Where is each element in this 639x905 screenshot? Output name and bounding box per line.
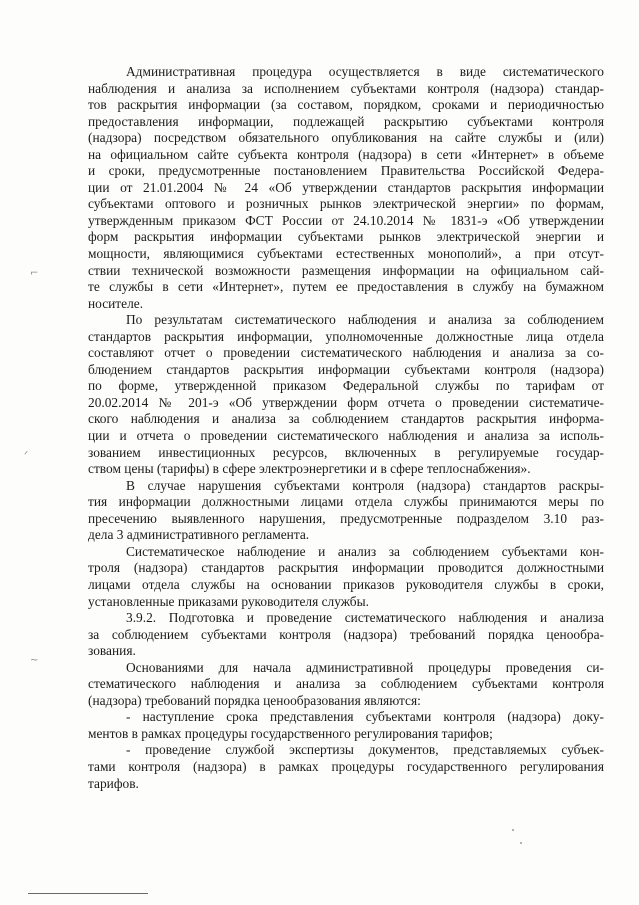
text-line: - наступление срока представления субъектами контроля (надзора) доку-: [126, 709, 604, 725]
text-line: установленные приказами руководителя службы.: [88, 593, 369, 609]
speck: [520, 842, 522, 844]
text-line: тами контроля (надзора) в рамках процедуры государственного регулирования: [88, 758, 604, 774]
paragraph: [88, 660, 604, 710]
text-line: форм раскрытия информации субъектами рынков электрической энергии и: [88, 229, 604, 245]
paragraph: [88, 312, 604, 477]
text-line: носителе.: [88, 295, 144, 311]
text-line: зования.: [88, 643, 136, 659]
text-line: наблюдения и анализа за исполнением субъектами контроля (надзора) стандар-: [88, 80, 604, 96]
text-line: ции и отчета о проведении систематического наблюдения и анализа за исполь-: [88, 428, 604, 444]
text-line: троля (надзора) стандартов раскрытия информации проводится должностными: [88, 560, 604, 576]
text-line: Административная процедура осуществляется в виде систематического: [126, 64, 604, 79]
paragraph: [88, 709, 604, 742]
text-line: на официальном сайте субъекта контроля (надзора) в сети «Интернет» в объеме: [88, 146, 604, 162]
text-line: Систематическое наблюдение и анализ за соблюдением субъектами кон-: [126, 543, 604, 559]
text-line: (надзора) требований порядка ценообразования являются:: [88, 692, 421, 708]
text-line: (надзора) посредством обязательного опубликования на сайте службы и (или): [88, 130, 604, 146]
text-line: стандартов раскрытия информации, уполномоченные должностные лица отдела: [88, 328, 604, 344]
text-line: 20.02.2014 № 201-э «Об утверждении форм отчета о проведении систематиче-: [88, 394, 604, 410]
text-line: ского наблюдения и анализа за соблюдением стандартов раскрытия информа-: [88, 411, 604, 427]
page-edge-line: [28, 893, 148, 894]
margin-mark: ~: [30, 655, 39, 666]
text-line: - проведение службой экспертизы документов, представляемых субъек-: [126, 742, 604, 758]
text-line: 3.9.2. Подготовка и проведение систематического наблюдения и анализа: [126, 610, 604, 626]
margin-mark: ᐟ: [24, 450, 29, 461]
text-line: пресечению выявленного нарушения, предусмотренные подразделом 3.10 раз-: [88, 510, 604, 526]
text-line: утвержденным приказом ФСТ России от 24.10.2014 № 1831-э «Об утверждении: [88, 212, 604, 228]
paragraph: [88, 544, 604, 610]
document-body: [88, 64, 604, 792]
paragraph: [88, 610, 604, 660]
text-line: и сроки, предусмотренные постановлением Правительства Российской Федера-: [88, 163, 604, 179]
text-line: ствии технической возможности размещения информации на официальном сай-: [88, 262, 604, 278]
text-line: По результатам систематического наблюдения и анализа за соблюдением: [126, 312, 604, 328]
speck: [512, 829, 514, 831]
text-line: ментов в рамках процедуры государственного регулирования тарифов;: [88, 725, 493, 741]
text-line: лицами отдела службы на основании приказов руководителя службы в сроки,: [88, 576, 604, 592]
text-line: мощности, являющимися субъектами естественных монополий», а при отсут-: [88, 246, 604, 262]
text-line: тия информации должностными лицами отдела службы принимаются меры по: [88, 494, 604, 510]
text-line: Основаниями для начала административной процедуры проведения си-: [126, 659, 604, 675]
text-line: ством цены (тарифы) в сфере электроэнергетики и в сфере теплоснабжения».: [88, 461, 531, 477]
text-line: блюдением стандартов раскрытия информации субъектами контроля (надзора): [88, 361, 604, 377]
text-line: ции от 21.01.2004 № 24 «Об утверждении стандартов раскрытия информации: [88, 179, 604, 195]
text-line: за соблюдением субъектами контроля (надзора) требований порядка ценообра-: [88, 626, 604, 642]
text-line: дела 3 административного регламента.: [88, 527, 310, 543]
text-line: составляют отчет о проведении систематического наблюдения и анализа за со-: [88, 345, 604, 361]
margin-mark: ⌐: [30, 268, 39, 279]
text-line: стематического наблюдения и анализа за соблюдением субъектами контроля: [88, 676, 604, 692]
text-line: тов раскрытия информации (за составом, порядком, сроками и периодичностью: [88, 97, 604, 113]
paragraph: [88, 742, 604, 792]
text-line: тарифов.: [88, 775, 139, 791]
paragraph: [88, 64, 604, 312]
text-line: субъектами оптового и розничных рынков электрической энергии» по формам,: [88, 196, 604, 212]
text-line: предоставления информации, подлежащей раскрытию субъектами контроля: [88, 113, 604, 129]
text-line: по форме, утвержденной приказом Федеральной службы по тарифам от: [88, 378, 604, 394]
text-line: зованием инвестиционных ресурсов, включенных в регулируемые государ-: [88, 444, 604, 460]
paragraph: [88, 478, 604, 544]
text-line: те службы в сети «Интернет», путем ее предоставления в службу на бумажном: [88, 279, 604, 295]
text-line: В случае нарушения субъектами контроля (надзора) стандартов раскры-: [126, 477, 604, 493]
